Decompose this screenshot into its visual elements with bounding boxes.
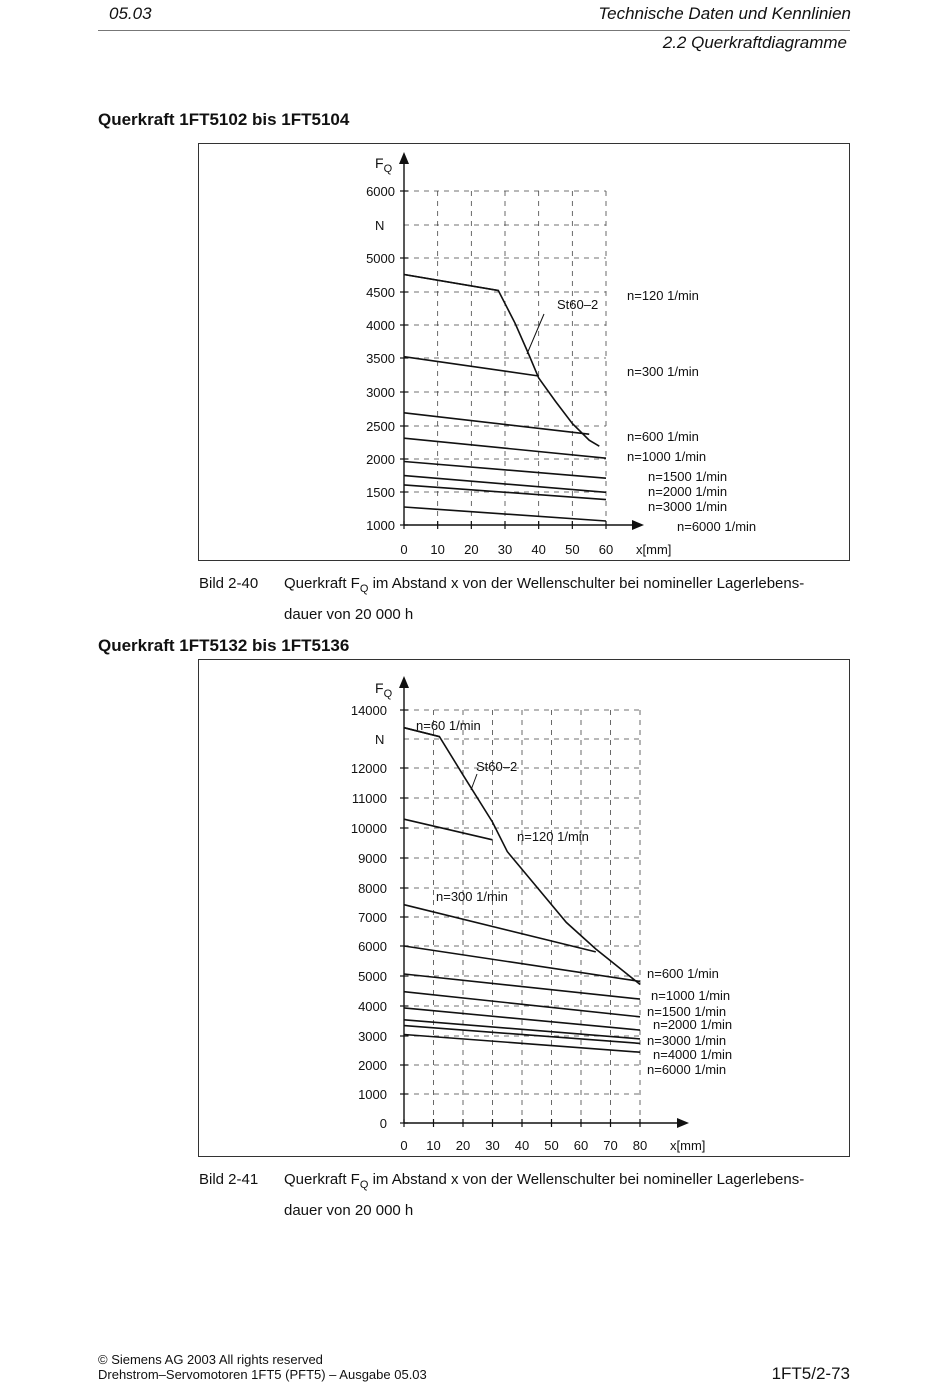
chart-2 <box>199 660 849 1156</box>
figure-1-caption-post: im Abstand x von der Wellenschulter bei nomineller Lagerlebens- <box>368 575 805 592</box>
chart1-series-label: n=1000 1/min <box>627 449 707 464</box>
chart2-limit-curve-leader <box>471 774 477 790</box>
chart2-y-tick-label: 0 <box>379 1116 387 1131</box>
chart1-series-line <box>404 507 606 521</box>
chart1-y-tick-label: 3500 <box>366 351 395 366</box>
chart2-y-tick-label: 5000 <box>358 969 387 984</box>
chart2-series-label: n=3000 1/min <box>647 1033 727 1048</box>
chart2-series-label: n=300 1/min <box>436 889 508 904</box>
chart1-y-tick-label: 2000 <box>366 452 395 467</box>
chart1-series-line <box>404 476 606 493</box>
chart2-series-line <box>404 905 596 952</box>
chart2-y-tick-label: 3000 <box>358 1029 387 1044</box>
chart2-series-label: n=1000 1/min <box>651 988 731 1003</box>
chart2-x-axis-arrow <box>677 1118 689 1128</box>
chart2-series-label: n=60 1/min <box>416 718 481 733</box>
chart1-y-tick-label: 4000 <box>366 318 395 333</box>
figure-1-caption-line2: dauer von 20 000 h <box>284 606 414 623</box>
footer-copyright: © Siemens AG 2003 All rights reserved <box>98 1352 323 1367</box>
chart1-series-label: n=3000 1/min <box>648 499 728 514</box>
chart1-series-label: n=2000 1/min <box>648 484 728 499</box>
chart1-series-label: n=300 1/min <box>627 364 699 379</box>
figure-1-caption-label: Bild 2-40 <box>199 575 259 592</box>
chart2-series-line <box>404 1035 640 1053</box>
figure-2-caption <box>284 1167 804 1224</box>
chart1-y-tick-label: 6000 <box>366 184 395 199</box>
chart1-y-tick-label: 1000 <box>366 518 395 533</box>
chart2-series-line <box>404 819 493 840</box>
chart1-y-tick-label: 2500 <box>366 419 395 434</box>
chart2-series-label: n=6000 1/min <box>647 1062 727 1077</box>
chart2-limit-curve-label: St60–2 <box>476 759 518 774</box>
chart1-limit-curve-label: St60–2 <box>557 297 599 312</box>
chart1-y-unit: N <box>375 218 385 233</box>
figure-2-caption-sub: Q <box>359 1179 369 1191</box>
chart1-series-label: n=6000 1/min <box>677 519 757 534</box>
chart1-x-tick-label: 0 <box>400 542 408 557</box>
chart1-y-tick-label: 3000 <box>366 385 395 400</box>
chart2-y-tick-label: 6000 <box>358 939 387 954</box>
chart1-x-tick-label: 20 <box>464 542 479 557</box>
chart2-y-tick-label: 12000 <box>350 761 387 776</box>
header-chapter: Technische Daten und Kennlinien <box>598 4 851 23</box>
chart1-limit-curve-leader <box>527 314 544 354</box>
chart2-y-tick-label: 8000 <box>358 881 387 896</box>
chart2-x-tick-label: 40 <box>514 1138 530 1153</box>
chart2-series-label: n=2000 1/min <box>653 1017 733 1032</box>
figure-2-caption-pre: Querkraft F <box>284 1171 360 1188</box>
chart1-series-line <box>404 413 589 434</box>
chart1-x-tick-label: 60 <box>598 542 614 557</box>
chart1-x-tick-label: 30 <box>497 542 513 557</box>
chart2-y-axis-arrow <box>399 676 409 688</box>
figure-2-title: Querkraft 1FT5132 bis 1FT5136 <box>98 636 350 655</box>
chart2-x-tick-label: 70 <box>603 1138 618 1153</box>
figure-1-frame <box>198 143 850 561</box>
chart1-x-axis-label: x[mm] <box>636 542 672 557</box>
header-date: 05.03 <box>109 4 152 23</box>
chart2-y-axis-label: $F_Q$ <box>375 680 393 700</box>
chart1-x-tick-label: 50 <box>565 542 580 557</box>
figure-2-caption-post: im Abstand x von der Wellenschulter bei nomineller Lagerlebens- <box>368 1171 805 1188</box>
chart2-y-tick-label: 7000 <box>358 910 387 925</box>
chart2-x-tick-label: 20 <box>455 1138 471 1153</box>
chart2-y-tick-label: 1000 <box>358 1087 387 1102</box>
chart2-y-tick-label: 9000 <box>358 851 387 866</box>
chart1-series-label: n=120 1/min <box>627 288 699 303</box>
figure-1-caption-pre: Querkraft F <box>284 575 360 592</box>
chart2-series-label: n=1500 1/min <box>647 1004 727 1019</box>
chart1-series-label: n=1500 1/min <box>648 469 728 484</box>
chart1-x-tick-label: 10 <box>430 542 445 557</box>
chart-1 <box>199 144 849 560</box>
chart2-series-label: n=120 1/min <box>517 829 589 844</box>
chart2-y-tick-label: 11000 <box>351 791 387 806</box>
chart2-x-tick-label: 30 <box>485 1138 500 1153</box>
figure-2-caption-label: Bild 2-41 <box>199 1171 259 1188</box>
chart1-x-tick-label: 40 <box>531 542 546 557</box>
figure-2-frame <box>198 659 850 1157</box>
chart2-x-axis-label: x[mm] <box>670 1138 706 1153</box>
chart2-x-tick-label: 50 <box>544 1138 559 1153</box>
chart2-x-tick-label: 60 <box>573 1138 589 1153</box>
chart2-y-tick-label: 14000 <box>350 703 387 718</box>
figure-1-caption-sub: Q <box>359 583 369 595</box>
chart1-series-label: n=600 1/min <box>627 429 699 444</box>
chart1-y-tick-label: 1500 <box>366 485 395 500</box>
chart2-y-tick-label: 4000 <box>358 999 387 1014</box>
chart2-series-label: n=600 1/min <box>647 966 719 981</box>
chart2-series-label: n=4000 1/min <box>653 1047 733 1062</box>
chart1-y-axis-label: $F_Q$ <box>375 155 393 175</box>
chart2-y-tick-label: 10000 <box>350 821 387 836</box>
figure-2-caption-line2: dauer von 20 000 h <box>284 1202 414 1219</box>
chart2-y-unit: N <box>375 732 385 747</box>
chart2-y-tick-label: 2000 <box>358 1058 387 1073</box>
chart1-y-axis-arrow <box>399 152 409 164</box>
header-section: 2.2 Querkraftdiagramme <box>662 33 847 52</box>
page-number: 1FT5/2-73 <box>771 1364 850 1383</box>
chart2-x-tick-label: 0 <box>400 1138 408 1153</box>
chart2-x-tick-label: 10 <box>426 1138 441 1153</box>
figure-1-title: Querkraft 1FT5102 bis 1FT5104 <box>98 110 350 129</box>
figure-1-caption <box>284 571 804 628</box>
chart2-x-tick-label: 80 <box>632 1138 648 1153</box>
header-rule <box>98 30 850 31</box>
chart1-y-tick-label: 5000 <box>366 251 395 266</box>
chart1-y-tick-label: 4500 <box>366 285 395 300</box>
footer-edition: Drehstrom–Servomotoren 1FT5 (PFT5) – Ausgabe 05.03 <box>98 1367 427 1382</box>
chart1-x-axis-arrow <box>632 520 644 530</box>
